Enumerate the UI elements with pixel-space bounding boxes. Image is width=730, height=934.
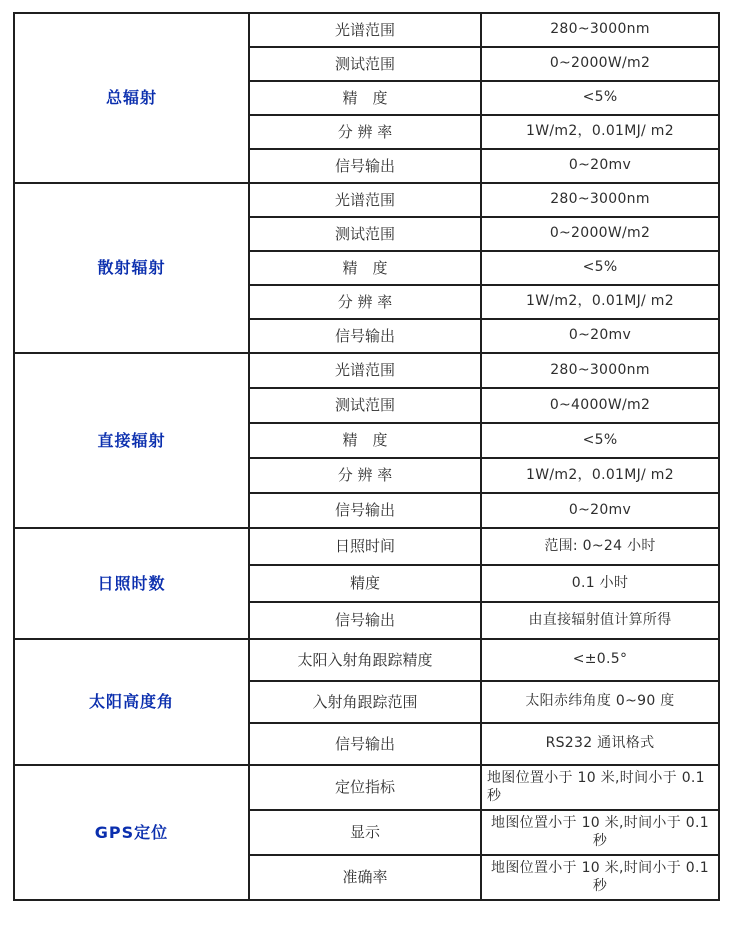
spec-label-cell: 定位指标 (249, 765, 481, 810)
spec-value-cell: 1W/m2，0.01MJ/ m2 (481, 458, 719, 493)
spec-label-cell: 精 度 (249, 251, 481, 285)
spec-value-cell: 0~20mv (481, 493, 719, 528)
spec-value-cell: 地图位置小于 10 米,时间小于 0.1 秒 (481, 765, 719, 810)
spec-value-cell: <5% (481, 251, 719, 285)
spec-label-cell: 分 辨 率 (249, 115, 481, 149)
category-cell: 太阳高度角 (14, 639, 249, 765)
category-cell: 直接辐射 (14, 353, 249, 528)
spec-value-cell: 地图位置小于 10 米,时间小于 0.1 秒 (481, 855, 719, 900)
spec-value-cell: 1W/m2，0.01MJ/ m2 (481, 285, 719, 319)
spec-value-cell: 0~20mv (481, 319, 719, 353)
table-row (14, 13, 719, 47)
table-row (14, 639, 719, 681)
spec-value-cell: <±0.5° (481, 639, 719, 681)
spec-label-cell: 准确率 (249, 855, 481, 900)
spec-value-cell: 太阳赤纬角度 0~90 度 (481, 681, 719, 723)
spec-label-cell: 入射角跟踪范围 (249, 681, 481, 723)
spec-label-cell: 信号输出 (249, 602, 481, 639)
spec-label-cell: 精度 (249, 565, 481, 602)
spec-value-cell: 280~3000nm (481, 13, 719, 47)
table-row (14, 353, 719, 388)
table-row (14, 528, 719, 565)
spec-table (13, 12, 720, 901)
spec-value-cell: 范围: 0~24 小时 (481, 528, 719, 565)
category-cell: 总辐射 (14, 13, 249, 183)
spec-value-cell: 0.1 小时 (481, 565, 719, 602)
spec-value-cell: 0~20mv (481, 149, 719, 183)
spec-label-cell: 信号输出 (249, 149, 481, 183)
category-cell: 日照时数 (14, 528, 249, 639)
spec-label-cell: 太阳入射角跟踪精度 (249, 639, 481, 681)
spec-label-cell: 光谱范围 (249, 183, 481, 217)
table-row (14, 765, 719, 810)
spec-label-cell: 信号输出 (249, 493, 481, 528)
spec-label-cell: 精 度 (249, 81, 481, 115)
category-cell: GPS定位 (14, 765, 249, 900)
spec-label-cell: 光谱范围 (249, 353, 481, 388)
spec-label-cell: 分 辨 率 (249, 458, 481, 493)
spec-label-cell: 显示 (249, 810, 481, 855)
spec-value-cell: 0~4000W/m2 (481, 388, 719, 423)
spec-value-cell: <5% (481, 423, 719, 458)
spec-value-cell: RS232 通讯格式 (481, 723, 719, 765)
spec-value-cell: 0~2000W/m2 (481, 47, 719, 81)
spec-label-cell: 测试范围 (249, 388, 481, 423)
spec-value-cell: 0~2000W/m2 (481, 217, 719, 251)
spec-label-cell: 信号输出 (249, 723, 481, 765)
category-cell: 散射辐射 (14, 183, 249, 353)
spec-value-cell: 280~3000nm (481, 353, 719, 388)
spec-value-cell: 1W/m2，0.01MJ/ m2 (481, 115, 719, 149)
spec-label-cell: 测试范围 (249, 47, 481, 81)
spec-label-cell: 精 度 (249, 423, 481, 458)
spec-label-cell: 分 辨 率 (249, 285, 481, 319)
spec-label-cell: 信号输出 (249, 319, 481, 353)
spec-value-cell: <5% (481, 81, 719, 115)
spec-label-cell: 光谱范围 (249, 13, 481, 47)
spec-value-cell: 280~3000nm (481, 183, 719, 217)
spec-value-cell: 地图位置小于 10 米,时间小于 0.1 秒 (481, 810, 719, 855)
spec-value-cell: 由直接辐射值计算所得 (481, 602, 719, 639)
spec-label-cell: 测试范围 (249, 217, 481, 251)
table-row (14, 183, 719, 217)
spec-label-cell: 日照时间 (249, 528, 481, 565)
